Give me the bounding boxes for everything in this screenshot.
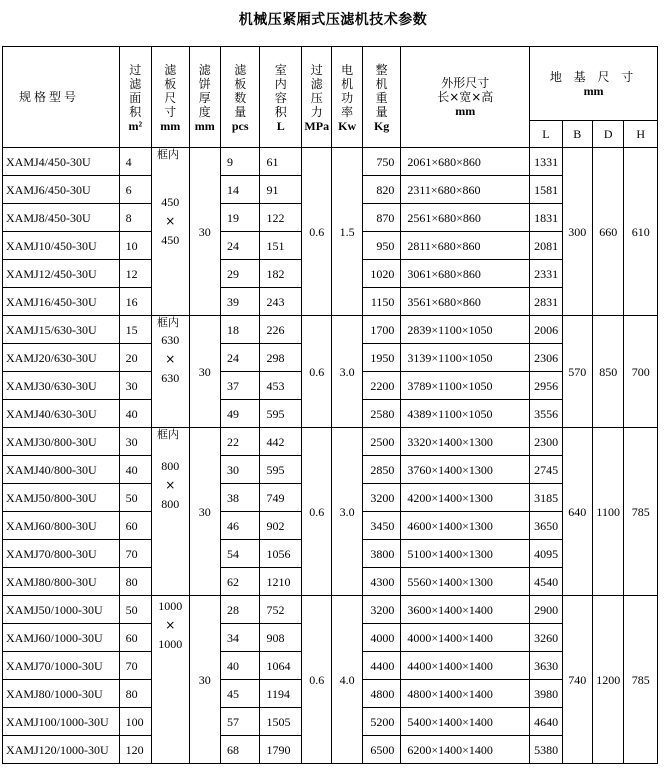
model-cell: XAMJ50/800-30U	[3, 484, 120, 512]
plate-frame-label: 框内	[157, 316, 180, 329]
header-char: 厚	[198, 91, 211, 105]
volume-cell: 182	[260, 260, 302, 288]
header-dimensions	[401, 47, 530, 148]
header-char: 室	[274, 63, 287, 77]
plate-count-cell: 37	[220, 372, 260, 400]
area-cell: 30	[119, 372, 151, 400]
volume-cell: 1064	[260, 652, 302, 680]
header-char: 机	[341, 77, 354, 91]
dimensions-cell: 2839×1100×1050	[401, 316, 530, 344]
volume-cell: 243	[260, 288, 302, 316]
header-char: 过	[310, 63, 323, 77]
dimensions-cell: 4200×1400×1300	[401, 484, 530, 512]
model-cell: XAMJ8/450-30U	[3, 204, 120, 232]
weight-cell: 1950	[362, 344, 401, 372]
header-char: 容	[274, 91, 287, 105]
header-char: m²	[128, 119, 143, 133]
pressure-cell: 0.6	[302, 596, 332, 764]
base-b-cell: 570	[562, 316, 592, 428]
header-base-size	[530, 47, 658, 121]
area-cell: 40	[119, 400, 151, 428]
cake-thickness-cell: 30	[189, 148, 220, 316]
plate-size-times: ×	[165, 214, 176, 228]
header-base-b: B	[562, 121, 592, 148]
plate-size-times: ×	[165, 352, 176, 366]
header-char: 板	[234, 77, 247, 91]
plate-size-a: 800	[161, 459, 180, 473]
header-char: Kg	[373, 119, 390, 133]
model-cell: XAMJ6/450-30U	[3, 176, 120, 204]
header-char: 功	[341, 91, 354, 105]
dimensions-cell: 4600×1400×1300	[401, 512, 530, 540]
base-l-cell: 4095	[530, 540, 562, 568]
base-l-cell: 3650	[530, 512, 562, 540]
header-char: 积	[129, 105, 142, 119]
model-cell: XAMJ40/630-30U	[3, 400, 120, 428]
base-d-cell: 1100	[592, 428, 623, 596]
header-weight	[362, 47, 401, 148]
header-char: 滤	[198, 63, 211, 77]
base-h-cell: 610	[624, 148, 658, 316]
header-char: 量	[234, 105, 247, 119]
plate-count-cell: 22	[220, 428, 260, 456]
model-cell: XAMJ100/1000-30U	[3, 708, 120, 736]
model-cell: XAMJ120/1000-30U	[3, 736, 120, 764]
header-area	[119, 47, 151, 148]
area-cell: 16	[119, 288, 151, 316]
weight-cell: 4000	[362, 624, 401, 652]
model-cell: XAMJ30/800-30U	[3, 428, 120, 456]
header-char: 重	[375, 91, 388, 105]
header-volume	[260, 47, 302, 148]
header-char: 率	[341, 105, 354, 119]
weight-cell: 4300	[362, 568, 401, 596]
header-char: pcs	[231, 119, 249, 133]
dimensions-cell: 6200×1400×1400	[401, 736, 530, 764]
area-cell: 15	[119, 316, 151, 344]
weight-cell: 2500	[362, 428, 401, 456]
plate-count-cell: 18	[220, 316, 260, 344]
plate-count-cell: 29	[220, 260, 260, 288]
base-l-cell: 3630	[530, 652, 562, 680]
header-char: 力	[310, 105, 323, 119]
area-cell: 60	[119, 624, 151, 652]
model-cell: XAMJ80/800-30U	[3, 568, 120, 596]
volume-cell: 91	[260, 176, 302, 204]
plate-size-times: ×	[165, 618, 176, 632]
cake-thickness-cell: 30	[189, 596, 220, 764]
weight-cell: 2850	[362, 456, 401, 484]
power-cell: 3.0	[332, 428, 362, 596]
model-cell: XAMJ10/450-30U	[3, 232, 120, 260]
plate-size-cell	[152, 428, 190, 596]
area-cell: 60	[119, 512, 151, 540]
header-char: 量	[375, 105, 388, 119]
dimensions-cell: 5560×1400×1300	[401, 568, 530, 596]
plate-frame-label: 框内	[157, 148, 180, 161]
area-cell: 80	[119, 568, 151, 596]
header-char: 内	[274, 77, 287, 91]
plate-count-cell: 45	[220, 680, 260, 708]
plate-frame-label: 框内	[157, 428, 180, 441]
plate-size-a: 630	[161, 333, 180, 347]
header-dimensions-lwh: 长×宽×高	[437, 90, 494, 104]
area-cell: 70	[119, 540, 151, 568]
area-cell: 8	[119, 204, 151, 232]
plate-count-cell: 46	[220, 512, 260, 540]
plate-count-cell: 40	[220, 652, 260, 680]
power-cell: 1.5	[332, 148, 362, 316]
plate-count-cell: 38	[220, 484, 260, 512]
base-h-cell: 785	[624, 596, 658, 764]
area-cell: 4	[119, 148, 151, 176]
header-spec: 规格型号	[3, 47, 120, 148]
header-dimensions-unit: mm	[455, 104, 476, 118]
area-cell: 80	[119, 680, 151, 708]
base-l-cell: 2081	[530, 232, 562, 260]
weight-cell: 6500	[362, 736, 401, 764]
volume-cell: 595	[260, 456, 302, 484]
dimensions-cell: 2311×680×860	[401, 176, 530, 204]
header-base-d: D	[592, 121, 623, 148]
area-cell: 30	[119, 428, 151, 456]
header-char: mm	[160, 119, 181, 133]
base-b-cell: 740	[562, 596, 592, 764]
area-cell: 12	[119, 260, 151, 288]
dimensions-cell: 3139×1100×1050	[401, 344, 530, 372]
volume-cell: 1790	[260, 736, 302, 764]
weight-cell: 3450	[362, 512, 401, 540]
plate-size-times: ×	[165, 478, 176, 492]
header-char: 度	[198, 105, 211, 119]
plate-count-cell: 30	[220, 456, 260, 484]
weight-cell: 3200	[362, 596, 401, 624]
header-char: 整	[375, 63, 388, 77]
header-char: 机	[375, 77, 388, 91]
base-l-cell: 4540	[530, 568, 562, 596]
volume-cell: 1210	[260, 568, 302, 596]
header-base-unit: mm	[583, 83, 604, 98]
volume-cell: 752	[260, 596, 302, 624]
header-base-h: H	[624, 121, 658, 148]
model-cell: XAMJ80/1000-30U	[3, 680, 120, 708]
volume-cell: 298	[260, 344, 302, 372]
base-l-cell: 2900	[530, 596, 562, 624]
base-d-cell: 660	[592, 148, 623, 316]
plate-count-cell: 54	[220, 540, 260, 568]
plate-count-cell: 49	[220, 400, 260, 428]
area-cell: 50	[119, 484, 151, 512]
model-cell: XAMJ60/1000-30U	[3, 624, 120, 652]
dimensions-cell: 3061×680×860	[401, 260, 530, 288]
header-power	[332, 47, 362, 148]
base-l-cell: 2956	[530, 372, 562, 400]
base-h-cell: 700	[624, 316, 658, 428]
dimensions-cell: 2061×680×860	[401, 148, 530, 176]
header-char: 滤	[234, 63, 247, 77]
volume-cell: 1194	[260, 680, 302, 708]
base-b-cell: 300	[562, 148, 592, 316]
header-plate-count	[220, 47, 260, 148]
volume-cell: 1505	[260, 708, 302, 736]
volume-cell: 749	[260, 484, 302, 512]
header-cake-thickness	[189, 47, 220, 148]
plate-count-cell: 9	[220, 148, 260, 176]
base-l-cell: 4640	[530, 708, 562, 736]
model-cell: XAMJ4/450-30U	[3, 148, 120, 176]
header-char: 饼	[198, 77, 211, 91]
dimensions-cell: 4389×1100×1050	[401, 400, 530, 428]
base-l-cell: 3556	[530, 400, 562, 428]
volume-cell: 61	[260, 148, 302, 176]
plate-size-cell	[152, 148, 190, 316]
plate-count-cell: 19	[220, 204, 260, 232]
table-row	[3, 428, 658, 456]
base-l-cell: 2006	[530, 316, 562, 344]
base-l-cell: 1581	[530, 176, 562, 204]
plate-size-b: 800	[161, 497, 180, 511]
area-cell: 10	[119, 232, 151, 260]
plate-size-b: 1000	[158, 637, 183, 651]
base-l-cell: 5380	[530, 736, 562, 764]
weight-cell: 4400	[362, 652, 401, 680]
dimensions-cell: 3320×1400×1300	[401, 428, 530, 456]
base-d-cell: 850	[592, 316, 623, 428]
plate-size-a: 1000	[158, 599, 183, 613]
base-b-cell: 640	[562, 428, 592, 596]
spec-table	[2, 46, 658, 764]
weight-cell: 870	[362, 204, 401, 232]
header-char: 板	[164, 77, 177, 91]
dimensions-cell: 4800×1400×1400	[401, 680, 530, 708]
volume-cell: 1056	[260, 540, 302, 568]
page-title: 机械压紧厢式压滤机技术参数	[238, 12, 428, 28]
base-h-cell: 785	[624, 428, 658, 596]
pressure-cell: 0.6	[302, 148, 332, 316]
dimensions-cell: 5100×1400×1300	[401, 540, 530, 568]
weight-cell: 950	[362, 232, 401, 260]
plate-count-cell: 57	[220, 708, 260, 736]
cake-thickness-cell: 30	[189, 316, 220, 428]
model-cell: XAMJ40/800-30U	[3, 456, 120, 484]
plate-count-cell: 62	[220, 568, 260, 596]
header-char: Kw	[338, 119, 357, 133]
dimensions-cell: 2561×680×860	[401, 204, 530, 232]
dimensions-cell: 3760×1400×1300	[401, 456, 530, 484]
header-char: mm	[194, 119, 215, 133]
header-char: 尺	[164, 91, 177, 105]
header-char: 电	[341, 63, 354, 77]
volume-cell: 122	[260, 204, 302, 232]
plate-size-a: 450	[161, 195, 180, 209]
volume-cell: 595	[260, 400, 302, 428]
plate-size-cell	[152, 316, 190, 428]
base-l-cell: 2745	[530, 456, 562, 484]
plate-size-cell	[152, 596, 190, 764]
base-l-cell: 3980	[530, 680, 562, 708]
volume-cell: 908	[260, 624, 302, 652]
table-row	[3, 148, 658, 176]
header-char: 积	[274, 105, 287, 119]
weight-cell: 3800	[362, 540, 401, 568]
table-row	[3, 316, 658, 344]
dimensions-cell: 5400×1400×1400	[401, 708, 530, 736]
volume-cell: 902	[260, 512, 302, 540]
area-cell: 40	[119, 456, 151, 484]
area-cell: 100	[119, 708, 151, 736]
plate-count-cell: 24	[220, 344, 260, 372]
dimensions-cell: 3789×1100×1050	[401, 372, 530, 400]
header-char: 过	[129, 63, 142, 77]
power-cell: 3.0	[332, 316, 362, 428]
area-cell: 70	[119, 652, 151, 680]
header-base-l: L	[530, 121, 562, 148]
base-l-cell: 1331	[530, 148, 562, 176]
area-cell: 120	[119, 736, 151, 764]
model-cell: XAMJ15/630-30U	[3, 316, 120, 344]
base-l-cell: 3185	[530, 484, 562, 512]
header-char: 寸	[164, 105, 177, 119]
plate-count-cell: 28	[220, 596, 260, 624]
weight-cell: 1700	[362, 316, 401, 344]
header-dimensions-title: 外形尺寸	[441, 76, 490, 90]
weight-cell: 4800	[362, 680, 401, 708]
model-cell: XAMJ30/630-30U	[3, 372, 120, 400]
plate-count-cell: 68	[220, 736, 260, 764]
model-cell: XAMJ12/450-30U	[3, 260, 120, 288]
header-plate-size	[152, 47, 190, 148]
dimensions-cell: 3561×680×860	[401, 288, 530, 316]
cake-thickness-cell: 30	[189, 428, 220, 596]
area-cell: 6	[119, 176, 151, 204]
weight-cell: 750	[362, 148, 401, 176]
model-cell: XAMJ70/800-30U	[3, 540, 120, 568]
weight-cell: 2580	[362, 400, 401, 428]
dimensions-cell: 2811×680×860	[401, 232, 530, 260]
weight-cell: 3200	[362, 484, 401, 512]
dimensions-cell: 3600×1400×1400	[401, 596, 530, 624]
base-d-cell: 1200	[592, 596, 623, 764]
model-cell: XAMJ50/1000-30U	[3, 596, 120, 624]
volume-cell: 453	[260, 372, 302, 400]
dimensions-cell: 4000×1400×1400	[401, 624, 530, 652]
header-char: 压	[310, 91, 323, 105]
model-cell: XAMJ20/630-30U	[3, 344, 120, 372]
plate-count-cell: 39	[220, 288, 260, 316]
area-cell: 50	[119, 596, 151, 624]
base-l-cell: 2831	[530, 288, 562, 316]
weight-cell: 1150	[362, 288, 401, 316]
power-cell: 4.0	[332, 596, 362, 764]
table-row	[3, 596, 658, 624]
header-char: 面	[129, 91, 142, 105]
header-pressure	[302, 47, 332, 148]
header-char: MPa	[304, 119, 330, 133]
plate-count-cell: 34	[220, 624, 260, 652]
volume-cell: 226	[260, 316, 302, 344]
dimensions-cell: 4400×1400×1400	[401, 652, 530, 680]
plate-count-cell: 14	[220, 176, 260, 204]
header-char: 滤	[310, 77, 323, 91]
plate-size-b: 450	[161, 233, 180, 247]
header-char: 滤	[164, 63, 177, 77]
base-l-cell: 3260	[530, 624, 562, 652]
plate-size-b: 630	[161, 371, 180, 385]
header-base-title: 地 基 尺 寸	[549, 69, 638, 84]
weight-cell: 2200	[362, 372, 401, 400]
model-cell: XAMJ70/1000-30U	[3, 652, 120, 680]
base-l-cell: 2306	[530, 344, 562, 372]
volume-cell: 151	[260, 232, 302, 260]
header-char: L	[276, 119, 285, 133]
area-cell: 20	[119, 344, 151, 372]
model-cell: XAMJ16/450-30U	[3, 288, 120, 316]
weight-cell: 820	[362, 176, 401, 204]
base-l-cell: 2331	[530, 260, 562, 288]
base-l-cell: 1831	[530, 204, 562, 232]
weight-cell: 1020	[362, 260, 401, 288]
header-char: 数	[234, 91, 247, 105]
header-char: 滤	[129, 77, 142, 91]
volume-cell: 442	[260, 428, 302, 456]
base-l-cell: 2300	[530, 428, 562, 456]
pressure-cell: 0.6	[302, 428, 332, 596]
model-cell: XAMJ60/800-30U	[3, 512, 120, 540]
weight-cell: 5200	[362, 708, 401, 736]
plate-count-cell: 24	[220, 232, 260, 260]
pressure-cell: 0.6	[302, 316, 332, 428]
